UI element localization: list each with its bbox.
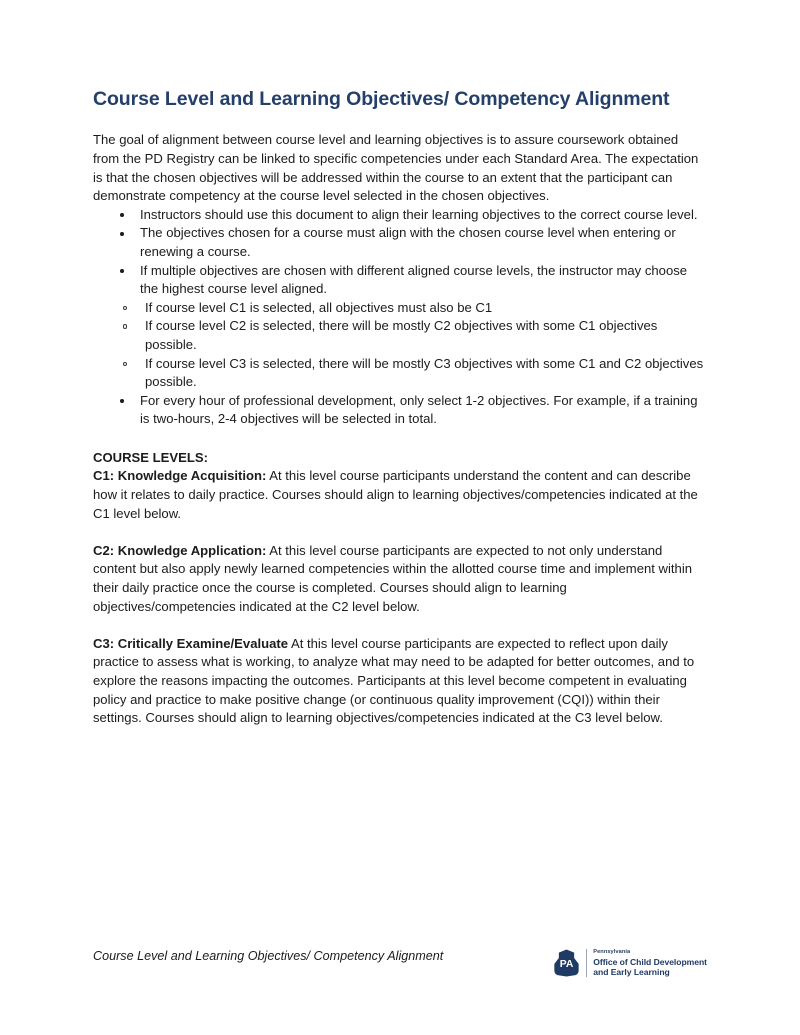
- course-level-sub-list: [93, 299, 707, 392]
- logo-wordmark: [586, 949, 707, 977]
- document-body: [93, 88, 707, 728]
- logo-state-name: Pennsylvania: [593, 949, 631, 955]
- list-item-text: If multiple objectives are chosen with different aligned course levels, the instructor may choose the highest course level aligned.: [140, 262, 688, 297]
- course-level-c2-label: C2: Knowledge Application:: [93, 542, 267, 558]
- course-level-c3-text: At this level course participants are expected to reflect upon daily practice to assess what is working, to analyze what may need to be adapted for better outcomes, and to explore the reasons impacting the outcomes. Participants at this level become competent in evaluating policy and practice to make positive change (or continuous quality improvement (CQI)) within their settings. Courses should align to learning objectives/competencies indicated at the C3 level below.: [93, 635, 695, 726]
- svg-text:PA: PA: [559, 959, 574, 971]
- intro-paragraph: The goal of alignment between course level and learning objectives is to assure coursework obtained from the PD Registry can be linked to specific competencies under each Standard Area. The expectation is that the chosen objectives will be addressed within the course to an extent that the participant can demonstrate competency at the course level selected in the chosen objectives.: [93, 132, 699, 204]
- bullet-disc-icon: [120, 232, 124, 236]
- course-level-c2-text: At this level course participants are expected to not only understand content but also apply newly learned competencies within the allotted course time and implement within their daily practice once the course is completed. Courses should align to learning objectives/competencies indicated at the C2 level below.: [93, 542, 693, 614]
- list-item: [93, 262, 707, 299]
- course-level-c1-text: At this level course participants understand the content and can describe how it relates to daily practice. Courses should align to learning objectives/competencies indicated at the C1 level below.: [93, 468, 698, 521]
- list-item: [93, 206, 707, 225]
- logo-office-line-1: Office of Child Development: [593, 956, 707, 967]
- guidance-bullet-list: [93, 206, 707, 299]
- list-item-text: If course level C2 is selected, there will be mostly C2 objectives with some C1 objectives possible.: [145, 318, 658, 352]
- list-item: [93, 392, 707, 429]
- bullet-disc-icon: [120, 399, 124, 403]
- list-item-text: Instructors should use this document to align their learning objectives to the correct course level.: [140, 206, 698, 222]
- list-item-text: For every hour of professional development, only select 1-2 objectives. For example, if a training is two-hours, 2-4 objectives will be selected in total.: [140, 392, 698, 427]
- list-item: [93, 224, 707, 261]
- course-level-c2: [93, 542, 707, 616]
- bullet-circle-icon: [123, 362, 127, 366]
- final-bullet-list: [93, 392, 707, 429]
- footer-running-title: Course Level and Learning Objectives/ Competency Alignment: [93, 949, 444, 963]
- course-levels-heading: COURSE LEVELS:: [93, 449, 208, 465]
- list-item: [93, 299, 707, 318]
- course-level-c1: [93, 467, 707, 523]
- bullet-disc-icon: [120, 269, 124, 273]
- course-level-c1-label: C1: Knowledge Acquisition:: [93, 468, 267, 484]
- course-level-c3: [93, 635, 707, 728]
- list-item-text: If course level C1 is selected, all objectives must also be C1: [145, 299, 493, 315]
- list-item-text: If course level C3 is selected, there will be mostly C3 objectives with some C1 and C2 objectives possible.: [145, 355, 704, 390]
- list-item: [93, 317, 707, 354]
- course-level-c3-label: C3: Critically Examine/Evaluate: [93, 635, 289, 651]
- bullet-circle-icon: [123, 324, 127, 328]
- list-item: [93, 355, 707, 392]
- logo-office-line-2: and Early Learning: [593, 966, 670, 977]
- list-item-text: The objectives chosen for a course must align with the chosen course level when entering or renewing a course.: [140, 225, 676, 259]
- bullet-circle-icon: [123, 306, 127, 310]
- bullet-disc-icon: [120, 213, 124, 217]
- page-title: Course Level and Learning Objectives/ Competency Alignment: [93, 88, 670, 110]
- odcel-logo: [553, 949, 707, 977]
- pa-keystone-icon: [553, 949, 580, 977]
- page-footer: [93, 948, 707, 977]
